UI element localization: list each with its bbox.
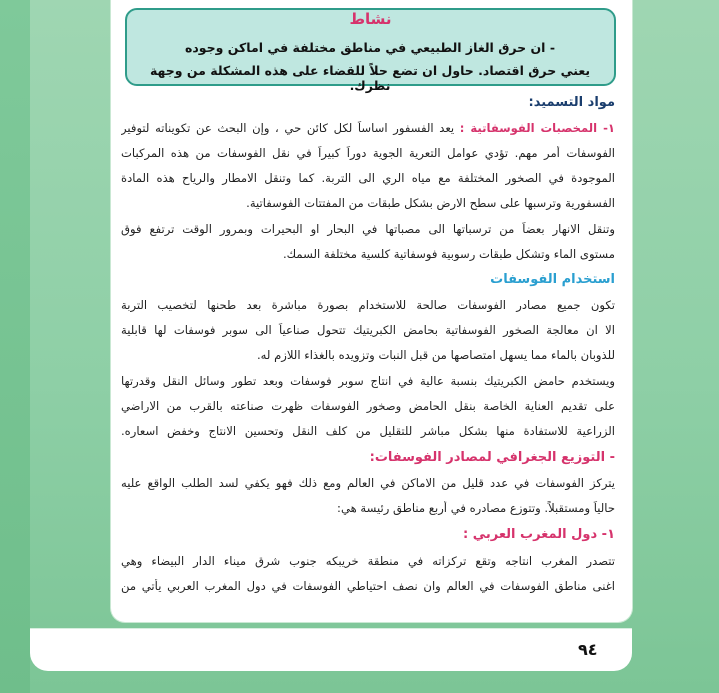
para1-line4: الفسفورية وترسبها على سطح الارض بشكل طبقات من المفتتات الفوسفاتية. <box>246 196 615 210</box>
para5-line1: يتركز الفوسفات في عدد قليل من الاماكن في العالم ومع ذلك فهو يكفي لسد الطلب الواقع عليه <box>121 476 615 490</box>
para4-line3: الزراعية للاستفادة منها بشكل مباشر للتقليل من كلف النقل وتحسين الانتاج وخفض اسعاره. <box>121 424 615 438</box>
page-number: ٩٤ <box>578 640 598 659</box>
para3-line1: تكون جميع مصادر الفوسفات صالحة للاستخدام بصورة مباشرة بعد طحنها لتخصيب التربة <box>121 298 615 312</box>
page-footer <box>30 628 632 671</box>
phosphate-fertilizers-lead: ١- المخصبات الفوسفاتية : <box>459 121 615 135</box>
para3-line3: للذوبان بالماء مما يسهل امتصاصها من قبل النبات وتزويده بالغذاء اللازم له. <box>256 348 615 362</box>
maghreb-heading: ١- دول المغرب العربي : <box>462 527 615 542</box>
para1-line1 <box>121 121 615 135</box>
para1-line1-text: يعد الفسفور اساساً لكل كائن حي ، وإن البحث عن تكويناته لتوفير <box>121 121 455 135</box>
para4-line2: على تقديم العناية الخاصة بنقل الحامض وصخور الفوسفات ظهرت صناعته بالقرب من الاراضي <box>121 399 615 413</box>
activity-title: نشاط <box>349 10 392 28</box>
geographic-distribution-heading: - التوزيع الجغرافي لمصادر الفوسفات: <box>369 450 615 465</box>
fertilizers-heading: مواد التسميد: <box>528 95 615 110</box>
left-margin-strip <box>0 0 30 693</box>
activity-text-line-2: يعني حرق اقتصاد. حاول ان تضع حلاً للقضاء على هذه المشكلة من وجهة نظرك. <box>149 63 591 93</box>
para3-line2: الا ان معالجة الصخور الفوسفاتية بحامض الكبريتيك تتحول صناعياً الى سوبر فوسفات لها قابلية <box>121 323 615 337</box>
para2-line1: وتنقل الانهار بعضاً من ترسباتها الى مصباتها في البحار او البحيرات وبمرور الوقت ترتفع فوق <box>121 222 615 236</box>
activity-box <box>125 8 616 93</box>
para5-line2: حالياً ومستقبلاً. وتتوزع مصادره في أربع مناطق رئيسة هي: <box>337 501 615 515</box>
para6-line1: تتصدر المغرب انتاجه وتقع تركزاته في منطقة خريبكه جنوب شرق ميناء الدار البيضاء وهي <box>121 554 615 568</box>
para4-line1: ويستخدم حامض الكبريتيك بنسبة عالية في انتاج سوبر فوسفات وبعد تطور وسائل النقل وقدرتها <box>121 374 615 388</box>
phosphate-usage-heading: استخدام الفوسفات <box>490 272 615 287</box>
para2-line2: مستوى الماء وتشكل طبقات رسوبية فوسفاتية كلسية مختلفة السمك. <box>282 247 615 261</box>
para1-line3: الموجودة في الصخور المختلفة مع مياه الري الى التربة. كما وتنقل الامطار والرياح هذه المادة <box>121 171 615 185</box>
para1-line2: الفوسفات أمر مهم. تؤدي عوامل التعرية الجوية دوراً كبيراً في نقل الفوسفات من هذه المركبات <box>121 146 615 160</box>
para6-line2: اغنى مناطق الفوسفات في العالم وان نصف احتياطي الفوسفات في دول المغرب العربي يأتي من <box>121 579 615 593</box>
activity-text-line-1: - ان حرق الغاز الطبيعي في مناطق مختلفة في اماكن وجوده <box>184 40 556 55</box>
